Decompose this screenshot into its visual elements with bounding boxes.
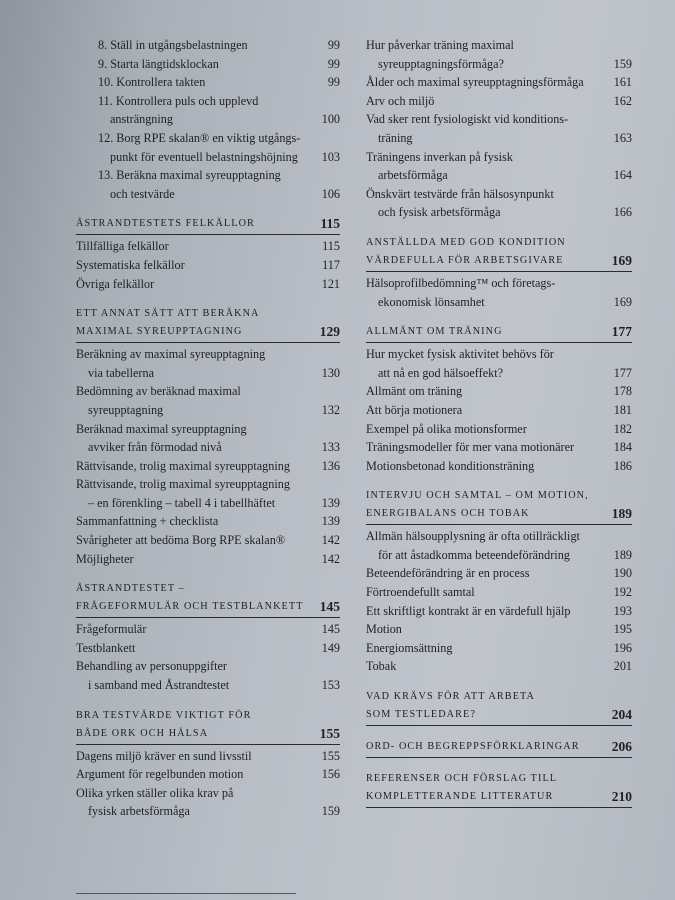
toc-entry-title — [76, 784, 316, 821]
toc-entry-text: Vad sker rent fysiologiskt vid konditions- — [366, 112, 569, 127]
toc-entry-text-continued: syreupptagning — [88, 402, 164, 417]
toc-page-number: 121 — [321, 276, 340, 291]
toc-entry — [76, 129, 340, 166]
toc-page-number: 178 — [613, 384, 632, 399]
toc-entry-text: Beräknad maximal syreupptagning — [76, 421, 247, 436]
toc-entry-text: 8. Ställ in utgångsbelastningen — [98, 38, 248, 52]
toc-page-number: 133 — [321, 440, 340, 455]
toc-entry — [366, 92, 632, 111]
toc-entry-title — [76, 237, 316, 256]
section-heading-line2: BÅDE ORK OCH HÄLSA — [76, 727, 209, 739]
toc-entry-text-continued: avviker från förmodad nivå — [88, 440, 222, 455]
toc-entry — [76, 256, 340, 275]
toc-entry-text: Behandling av personuppgifter — [76, 659, 227, 674]
toc-section-heading — [366, 323, 632, 341]
toc-entry-title — [76, 457, 316, 476]
toc-entry-text: Tillfälliga felkällor — [76, 239, 169, 254]
toc-page-number: 115 — [322, 239, 340, 254]
toc-entry — [76, 657, 340, 694]
toc-entry-title — [366, 602, 608, 621]
toc-right-column — [366, 36, 632, 810]
toc-entry-title — [76, 420, 316, 457]
toc-entry-title — [76, 657, 316, 694]
toc-page-number: 139 — [321, 495, 340, 510]
toc-entry — [366, 73, 632, 92]
toc-entry-title — [366, 527, 608, 564]
toc-page-number: 161 — [613, 75, 632, 90]
toc-entry-text: Tobak — [366, 659, 397, 674]
section-page-number: 177 — [611, 324, 632, 340]
toc-entry — [366, 274, 632, 311]
toc-entry-title — [76, 256, 316, 275]
toc-entry-title — [76, 55, 316, 74]
toc-entry — [366, 527, 632, 564]
toc-page-number: 100 — [321, 112, 340, 127]
section-divider — [366, 807, 632, 808]
toc-section — [76, 305, 340, 568]
toc-page-number: 164 — [613, 168, 632, 183]
toc-entry-text: Rättvisande, trolig maximal syreupptagning — [76, 458, 290, 473]
toc-entry-text: Hälsoprofilbedömning™ och företags- — [366, 275, 556, 290]
toc-section — [366, 234, 632, 311]
toc-entry-title — [76, 275, 316, 294]
toc-entry-title — [76, 550, 316, 569]
toc-entry — [76, 275, 340, 294]
toc-entry — [76, 420, 340, 457]
section-heading-line1: BRA TESTVÄRDE VIKTIGT FÖR — [76, 709, 252, 721]
toc-entry-text: Olika yrken ställer olika krav på — [76, 785, 234, 800]
toc-entry-text: Ett skriftligt kontrakt är en värdefull hjälp — [366, 603, 571, 618]
toc-page-number: 162 — [613, 93, 632, 108]
toc-section-heading — [76, 580, 340, 616]
toc-entry-title — [366, 345, 608, 382]
toc-entry-text: Ålder och maximal syreupptagningsförmåga — [366, 75, 584, 90]
section-heading-line2: ENERGIBALANS OCH TOBAK — [366, 508, 530, 520]
toc-entry — [76, 512, 340, 531]
toc-entry-text-continued: ekonomisk lönsamhet — [378, 294, 485, 309]
toc-section-heading — [366, 770, 632, 806]
section-page-number: 204 — [611, 707, 632, 723]
toc-section — [366, 487, 632, 676]
toc-entry — [76, 765, 340, 784]
toc-page-number: 169 — [613, 294, 632, 309]
toc-section — [366, 770, 632, 808]
section-heading-line1: ÅSTRANDTESTET – — [76, 583, 185, 595]
section-page-number: 155 — [319, 725, 340, 741]
section-heading-line2: VÄRDEFULLA FÖR ARBETSGIVARE — [366, 254, 564, 266]
toc-entry-text: Att börja motionera — [366, 402, 463, 417]
toc-section-heading — [366, 234, 632, 270]
toc-section — [76, 215, 340, 293]
toc-page-number: 177 — [613, 365, 632, 380]
toc-entry-text: Förtroendefullt samtal — [366, 585, 475, 600]
toc-entry — [76, 639, 340, 658]
toc-entry-title — [366, 657, 608, 676]
toc-page-number: 130 — [321, 365, 340, 380]
toc-entry — [76, 531, 340, 550]
section-page-number: 169 — [611, 252, 632, 268]
toc-entry — [366, 602, 632, 621]
toc-entry — [76, 620, 340, 639]
toc-entry-text: Exempel på olika motionsformer — [366, 421, 527, 436]
toc-section-heading — [366, 487, 632, 523]
section-heading-line2: SOM TESTLEDARE? — [366, 709, 476, 721]
toc-page-number: 159 — [613, 56, 632, 71]
section-divider — [76, 342, 340, 343]
toc-entry-title — [366, 185, 608, 222]
toc-entry — [76, 92, 340, 129]
section-page-number: 115 — [320, 216, 340, 232]
bottom-divider — [76, 893, 296, 894]
toc-page-number: 132 — [321, 402, 340, 417]
toc-entry-text: Motionsbetonad konditionsträning — [366, 458, 535, 473]
toc-entry-text: 9. Starta längtidsklockan — [98, 56, 219, 71]
toc-entry-title — [366, 274, 608, 311]
toc-entry — [76, 784, 340, 821]
toc-entry — [366, 564, 632, 583]
toc-entry-title — [76, 512, 316, 531]
toc-entry-text-continued: via tabellerna — [88, 365, 154, 380]
toc-entry — [366, 148, 632, 185]
toc-entry-text: Träningsmodeller för mer vana motionärer — [366, 440, 575, 455]
toc-entry — [76, 382, 340, 419]
toc-entry — [366, 657, 632, 676]
section-divider — [76, 234, 340, 235]
toc-entry — [76, 36, 340, 55]
section-page-number: 210 — [611, 789, 632, 805]
toc-section-heading — [366, 738, 632, 756]
toc-entry-title — [366, 382, 608, 401]
toc-entry-title — [366, 639, 608, 658]
toc-entry-title — [366, 92, 608, 111]
toc-entry-title — [366, 583, 608, 602]
toc-entry-text: Allmän hälsoupplysning är ofta otillräckligt — [366, 529, 580, 544]
toc-entry-text: Övriga felkällor — [76, 276, 155, 291]
toc-entry-title — [76, 765, 316, 784]
toc-entry-text: Hur mycket fysisk aktivitet behövs för — [366, 347, 554, 362]
section-divider — [366, 342, 632, 343]
toc-entry — [366, 345, 632, 382]
toc-entry-text: 10. Kontrollera takten — [98, 75, 206, 90]
toc-entry — [76, 550, 340, 569]
toc-page-number: 106 — [321, 186, 340, 201]
toc-section — [76, 707, 340, 821]
toc-entry — [366, 438, 632, 457]
toc-entry — [366, 457, 632, 476]
toc-entry-text: Möjligheter — [76, 551, 134, 566]
section-page-number: 206 — [611, 739, 632, 755]
toc-entry — [76, 166, 340, 203]
section-divider — [366, 524, 632, 525]
toc-entry-text-continued: punkt för eventuell belastningshöjning — [110, 149, 298, 164]
section-divider — [366, 271, 632, 272]
toc-entry-text: Dagens miljö kräver en sund livsstil — [76, 748, 252, 763]
toc-entry-text-continued: i samband med Åstrandtestet — [88, 678, 230, 693]
toc-section-heading — [76, 215, 340, 233]
section-heading-line1: INTERVJU OCH SAMTAL – OM MOTION, — [366, 490, 589, 502]
toc-section-heading — [76, 305, 340, 341]
toc-page-number: 145 — [321, 622, 340, 637]
toc-entry-title — [76, 531, 316, 550]
toc-entry-text: Testblankett — [76, 640, 136, 655]
toc-entry-text-continued: och fysisk arbetsförmåga — [378, 205, 501, 220]
section-heading-line1: ORD- OCH BEGREPPSFÖRKLARINGAR — [366, 741, 580, 753]
toc-page-number: 201 — [613, 659, 632, 674]
toc-entry — [76, 55, 340, 74]
toc-entry-text: Systematiska felkällor — [76, 257, 185, 272]
toc-entry — [366, 401, 632, 420]
toc-entry — [76, 345, 340, 382]
toc-page-number: 99 — [327, 56, 340, 71]
section-heading-line1: REFERENSER OCH FÖRSLAG TILL — [366, 773, 558, 785]
toc-page-number: 159 — [321, 804, 340, 819]
toc-page-number: 136 — [321, 458, 340, 473]
toc-entry — [366, 185, 632, 222]
toc-entry-text-continued: syreupptagningsförmåga? — [378, 56, 504, 71]
toc-entry — [366, 420, 632, 439]
toc-entry — [76, 237, 340, 256]
toc-entry-title — [76, 475, 316, 512]
toc-entry-text: 12. Borg RPE skalan® en viktig utgångs- — [98, 130, 301, 145]
toc-entry-title — [366, 110, 608, 147]
toc-entry-text: 11. Kontrollera puls och upplevd — [98, 93, 259, 108]
toc-entry-text: Frågeformulär — [76, 622, 147, 637]
toc-entry-text: Beräkning av maximal syreupptagning — [76, 347, 266, 362]
section-heading-line2: FRÅGEFORMULÄR OCH TESTBLANKETT — [76, 601, 304, 613]
toc-entry-text: Allmänt om träning — [366, 384, 463, 399]
toc-entry-title — [366, 73, 608, 92]
section-heading-line1: ANSTÄLLDA MED GOD KONDITION — [366, 236, 566, 248]
toc-entry — [366, 620, 632, 639]
toc-page-number: 153 — [321, 678, 340, 693]
toc-entry-title — [76, 620, 316, 639]
toc-page-number: 149 — [321, 640, 340, 655]
toc-entry-text: Energiomsättning — [366, 640, 453, 655]
toc-entry — [366, 639, 632, 658]
toc-section — [366, 688, 632, 726]
toc-entry-text: Rättvisande, trolig maximal syreupptagning — [76, 477, 290, 492]
toc-entry — [76, 73, 340, 92]
toc-entry — [366, 36, 632, 73]
toc-entry — [366, 110, 632, 147]
toc-entry-text-continued: ansträngning — [110, 112, 173, 127]
toc-entry — [366, 583, 632, 602]
section-heading-line1: ALLMÄNT OM TRÄNING — [366, 326, 503, 338]
toc-page-number: 99 — [327, 38, 340, 52]
toc-entry-text-continued: arbetsförmåga — [378, 168, 448, 183]
section-heading-line2: MAXIMAL SYREUPPTAGNING — [76, 326, 243, 338]
toc-page-number: 193 — [613, 603, 632, 618]
toc-page-number: 181 — [613, 402, 632, 417]
section-heading-line1: VAD KRÄVS FÖR ATT ARBETA — [366, 691, 535, 703]
toc-entry-title — [76, 639, 316, 658]
toc-entry-text-continued: och testvärde — [110, 186, 175, 201]
section-divider — [366, 725, 632, 726]
toc-page-number: 99 — [327, 75, 340, 90]
toc-entry-text: Argument för regelbunden motion — [76, 767, 244, 782]
toc-entry-title — [76, 129, 316, 166]
toc-entry-text: Önskvärt testvärde från hälsosynpunkt — [366, 186, 554, 201]
toc-entry-text-continued: att nå en god hälsoeffekt? — [378, 365, 503, 380]
toc-entry-text: Svårigheter att bedöma Borg RPE skalan® — [76, 533, 286, 548]
toc-entry-title — [76, 73, 316, 92]
toc-entry-text-continued: fysisk arbetsförmåga — [88, 804, 190, 819]
toc-page-number: 189 — [613, 547, 632, 562]
toc-page-number: 190 — [613, 566, 632, 581]
toc-entry-title — [76, 382, 316, 419]
toc-entry-title — [366, 438, 608, 457]
toc-entry — [76, 475, 340, 512]
toc-entry-text: Motion — [366, 622, 402, 637]
toc-page-number: 155 — [321, 748, 340, 763]
toc-page-number: 186 — [613, 458, 632, 473]
toc-page-number: 163 — [613, 130, 632, 145]
toc-entry-text: 13. Beräkna maximal syreupptagning — [98, 168, 281, 183]
section-heading-line1: ÅSTRANDTESTETS FELKÄLLOR — [76, 218, 255, 230]
toc-entry-text: Arv och miljö — [366, 93, 435, 108]
toc-entry-title — [366, 420, 608, 439]
toc-page-number: 182 — [613, 421, 632, 436]
toc-entry-title — [366, 148, 608, 185]
toc-page-number: 142 — [321, 533, 340, 548]
toc-entry-text: Bedömning av beräknad maximal — [76, 384, 241, 399]
toc-page-number: 195 — [613, 622, 632, 637]
toc-entry-title — [366, 36, 608, 73]
toc-entry — [366, 382, 632, 401]
section-heading-line2: KOMPLETTERANDE LITTERATUR — [366, 791, 554, 803]
section-divider — [76, 617, 340, 618]
toc-entry-text: Hur påverkar träning maximal — [366, 38, 514, 52]
toc-left-column — [76, 36, 340, 821]
toc-section-heading — [366, 688, 632, 724]
toc-section-heading — [76, 707, 340, 743]
toc-page-number: 184 — [613, 440, 632, 455]
toc-entry-title — [366, 401, 608, 420]
toc-entry-title — [366, 457, 608, 476]
section-page-number: 145 — [319, 599, 340, 615]
section-heading-line1: ETT ANNAT SÄTT ATT BERÄKNA — [76, 308, 260, 320]
toc-entry-text: Träningens inverkan på fysisk — [366, 149, 513, 164]
toc-entry — [76, 747, 340, 766]
toc-page-number: 196 — [613, 640, 632, 655]
toc-section — [366, 738, 632, 758]
toc-entry-text-continued: – en förenkling – tabell 4 i tabellhäftet — [88, 495, 276, 510]
toc-entry-title — [76, 92, 316, 129]
toc-page-number: 142 — [321, 551, 340, 566]
toc-section — [76, 580, 340, 694]
toc-page-number: 117 — [322, 257, 340, 272]
toc-entry-text-continued: träning — [378, 130, 413, 145]
section-page-number: 189 — [611, 506, 632, 522]
toc-entry — [76, 457, 340, 476]
section-divider — [366, 757, 632, 758]
toc-entry-title — [76, 345, 316, 382]
toc-entry-text: Beteendeförändring är en process — [366, 566, 530, 581]
section-page-number: 129 — [319, 324, 340, 340]
toc-page-number: 139 — [321, 514, 340, 529]
toc-page-number: 192 — [613, 585, 632, 600]
toc-entry-text-continued: för att åstadkomma beteendeförändring — [378, 547, 570, 562]
toc-entry-title — [76, 166, 316, 203]
toc-entry-title — [76, 36, 316, 55]
toc-page-number: 103 — [321, 149, 340, 164]
section-divider — [76, 744, 340, 745]
toc-entry-title — [366, 564, 608, 583]
toc-page-number: 156 — [321, 767, 340, 782]
toc-page-number: 166 — [613, 205, 632, 220]
toc-entry-text: Sammanfattning + checklista — [76, 514, 219, 529]
toc-entry-title — [76, 747, 316, 766]
toc-entry-title — [366, 620, 608, 639]
toc-section — [366, 323, 632, 475]
